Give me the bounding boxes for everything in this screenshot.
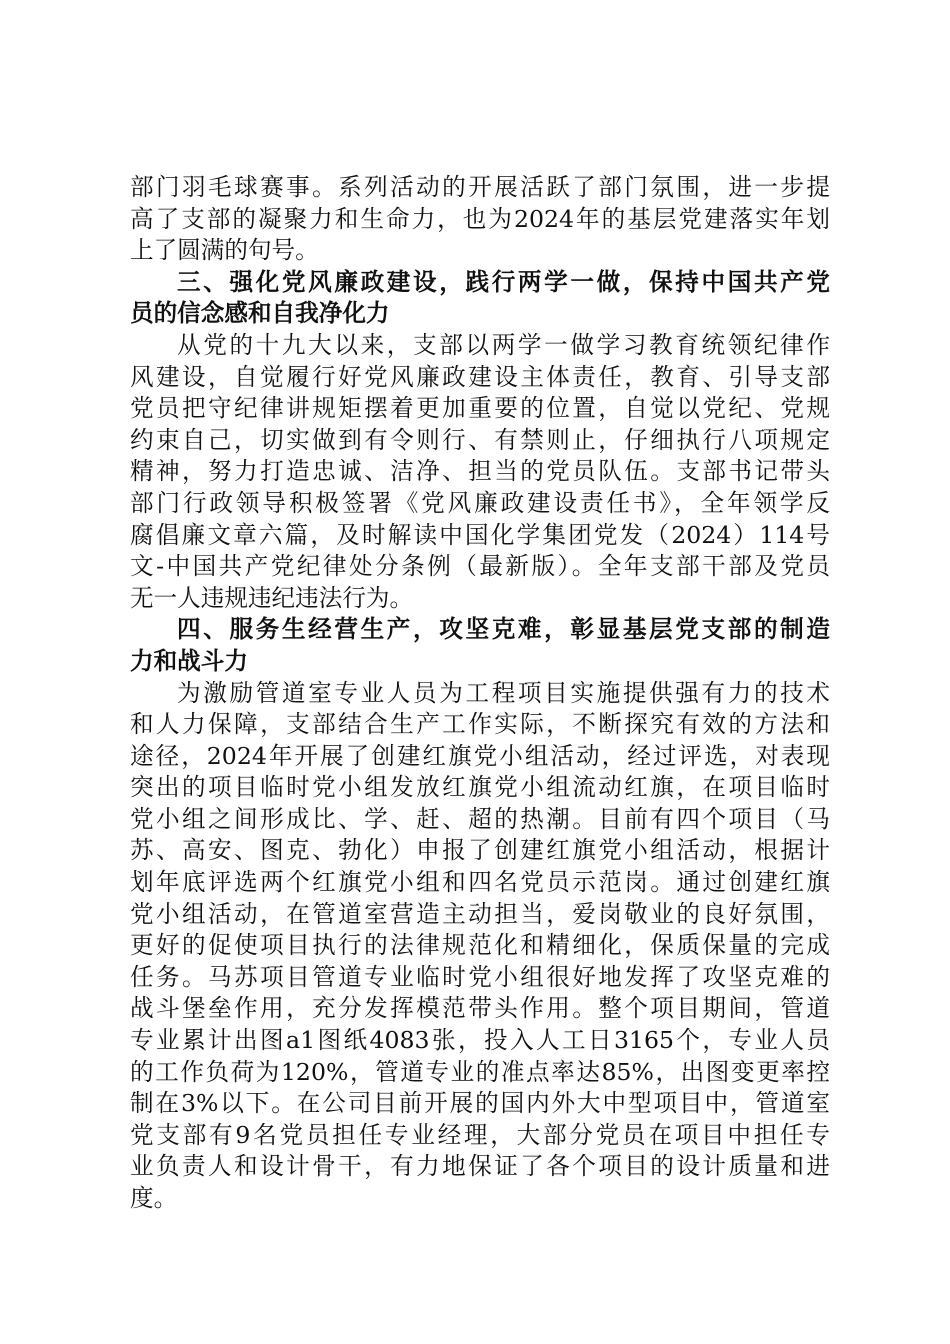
paragraph-intro-continuation (130, 172, 830, 267)
heading-line: 三、强化党风廉政建设，践行两学一做，保持中国共产党 (177, 267, 830, 296)
text-line: 战斗堡垒作用，充分发挥模范带头作用。整个项目期间，管道 (130, 994, 830, 1023)
text-line: 度。 (130, 1184, 178, 1212)
paragraph-section-4 (130, 678, 830, 1215)
text-line: 苏、高安、图克、勃化）申报了创建红旗党小组活动，根据计 (130, 836, 830, 865)
heading-line: 员的信念感和自我净化力 (130, 299, 390, 328)
text-line: 部门行政领导积极签署《党风廉政建设责任书》，全年领学反 (130, 488, 830, 517)
text-line: 党支部有9名党员担任专业经理，大部分党员在项目中担任专 (130, 1120, 830, 1149)
heading-line: 力和战斗力 (130, 646, 248, 675)
text-line: 更好的促使项目执行的法律规范化和精细化，保质保量的完成 (130, 931, 830, 960)
text-line: 从党的十九大以来，支部以两学一做学习教育统领纪律作 (177, 330, 830, 359)
text-line: 突出的项目临时党小组发放红旗党小组流动红旗，在项目临时 (130, 773, 830, 802)
text-line: 文-中国共产党纪律处分条例（最新版）。全年支部干部及党员 (130, 552, 830, 581)
text-line: 划年底评选两个红旗党小组和四名党员示范岗。通过创建红旗 (130, 868, 830, 897)
text-line: 任务。马苏项目管道专业临时党小组很好地发挥了攻坚克难的 (130, 962, 830, 991)
text-line: 制在3%以下。在公司目前开展的国内外大中型项目中，管道室 (130, 1089, 830, 1118)
text-line: 约束自己，切实做到有令则行、有禁则止，仔细执行八项规定 (130, 425, 830, 454)
heading-line: 四、服务生经营生产，攻坚克难，彰显基层党支部的制造 (177, 615, 830, 644)
text-line: 党员把守纪律讲规矩摆着更加重要的位置，自觉以党纪、党规 (130, 394, 830, 423)
text-line: 专业累计出图a1图纸4083张，投入人工日3165个，专业人员 (130, 1026, 830, 1055)
text-line: 无一人违规违纪违法行为。 (130, 583, 414, 612)
text-line: 高了支部的凝聚力和生命力，也为2024年的基层党建落实年划 (130, 204, 830, 233)
section-heading-3 (130, 267, 830, 330)
text-line: 党小组之间形成比、学、赶、超的热潮。目前有四个项目（马 (130, 804, 830, 833)
text-line: 党小组活动，在管道室营造主动担当，爱岗敬业的良好氛围， (130, 899, 830, 928)
text-line: 业负责人和设计骨干，有力地保证了各个项目的设计质量和进 (130, 1152, 830, 1181)
text-line: 途径，2024年开展了创建红旗党小组活动，经过评选，对表现 (130, 741, 830, 770)
text-line: 为激励管道室专业人员为工程项目实施提供强有力的技术 (177, 678, 830, 707)
paragraph-section-3 (130, 330, 830, 614)
text-line: 精神，努力打造忠诚、洁净、担当的党员队伍。支部书记带头 (130, 457, 830, 486)
text-line: 上了圆满的句号。 (130, 236, 319, 265)
document-page (130, 172, 830, 1215)
text-line: 和人力保障，支部结合生产工作实际，不断探究有效的方法和 (130, 710, 830, 739)
section-heading-4 (130, 614, 830, 677)
text-line: 的工作负荷为120%，管道专业的准点率达85%，出图变更率控 (130, 1057, 830, 1086)
text-line: 风建设，自觉履行好党风廉政建设主体责任，教育、引导支部 (130, 362, 830, 391)
text-line: 腐倡廉文章六篇，及时解读中国化学集团党发（2024）114号 (130, 520, 830, 549)
text-line: 部门羽毛球赛事。系列活动的开展活跃了部门氛围，进一步提 (130, 173, 830, 201)
